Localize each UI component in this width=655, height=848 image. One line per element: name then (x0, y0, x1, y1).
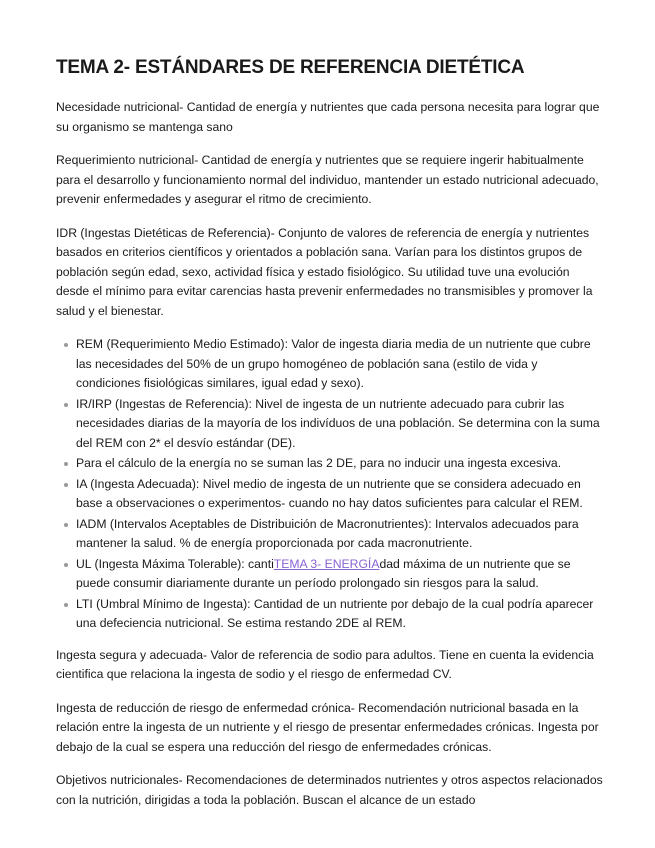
list-item-ir: IR/IRP (Ingestas de Referencia): Nivel de ingesta de un nutriente adecuado para cubrir las necesidades diarias de la mayoría de los indivíduos de una población. Se determina con la suma del REM con 2* el desvío estándar (DE). (76, 395, 604, 454)
list-item-lti: LTI (Umbral Mínimo de Ingesta): Cantidad de un nutriente por debajo de la cual podría aparecer una defeciencia nutricional. Se estima restando 2DE al REM. (76, 595, 604, 634)
document-title: TEMA 2- ESTÁNDARES DE REFERENCIA DIETÉTICA (56, 57, 525, 78)
list-item-energia: Para el cálculo de la energía no se suman las 2 DE, para no inducir una ingesta excesiva. (76, 454, 604, 474)
list-item-ul (76, 555, 604, 594)
ul-text-before: UL (Ingesta Máxima Tolerable): canti (76, 556, 274, 571)
paragraph-ingesta-segura: Ingesta segura y adecuada- Valor de referencia de sodio para adultos. Tiene en cuenta la evidencia cientifica que relaciona la ingesta de sodio y el riesgo de enfermedad CV. (56, 647, 594, 681)
paragraph-reduccion-riesgo: Ingesta de reducción de riesgo de enfermedad crónica- Recomendación nutricional basada en la relación entre la ingesta de un nutriente y el riesgo de presentar enfermedades crónicas. Ingesta por debajo de la cual se espera una reducción del riesgo de enfermedades crónicas. (56, 700, 599, 754)
paragraph-necesidad: Necesidade nutricional- Cantidad de energía y nutrientes que cada persona necesita para lograr que su organismo se mantenga sano (56, 100, 600, 134)
ul-text-after: dad máxima de un nutriente que se puede consumir diariamente durante un período prolongado sin riesgos para la salud. (76, 556, 571, 590)
paragraph-requerimiento: Requerimiento nutricional- Cantidad de energía y nutrientes que se requiere ingerir habitualmente para el desarrollo y funcionamiento normal del individuo, mantender un estado nutricional adecuado, prevenir enfermedades y asegurar el ritmo de crecimiento. (56, 153, 599, 206)
paragraph-objetivos: Objetivos nutricionales- Recomendaciones de determinados nutrientes y otros aspectos relacionados con la nutrición, dirigidas a toda la población. Buscan el alcance de un estado (56, 773, 603, 807)
list-item-rem: REM (Requerimiento Medio Estimado): Valor de ingesta diaria media de un nutriente que cubre las necesidades del 50% de un grupo homogéneo de población sana (estilo de vida y condiciones fisiológicas similares, igual edad y sexo). (76, 335, 604, 394)
paragraph-idr: IDR (Ingestas Dietéticas de Referencia)- Conjunto de valores de referencia de energía y nutrientes basados en criterios científicos y orientados a población sana. Varían para los distintos grupos de población según edad, sexo, actividad física y estado fisiológico. Su utilidad tuve una evolución desde el mínimo para evitar carencias hasta prevenir enfermedades no transmisibles y promover la salud y el bienestar. (56, 225, 593, 318)
list-item-ia: IA (Ingesta Adecuada): Nivel medio de ingesta de un nutriente que se considera adecuado en base a observaciones o experimentos- cuando no hay datos suficientes para calcular el REM. (76, 475, 604, 514)
definitions-list (56, 335, 604, 634)
tema3-link[interactable]: TEMA 3- ENERGÍA (273, 556, 380, 571)
list-item-iadm: IADM (Intervalos Aceptables de Distribuición de Macronutrientes): Intervalos adecuados para mantener la salud. % de energía proporcionada por cada macronutriente. (76, 515, 604, 554)
document-page (56, 56, 604, 824)
